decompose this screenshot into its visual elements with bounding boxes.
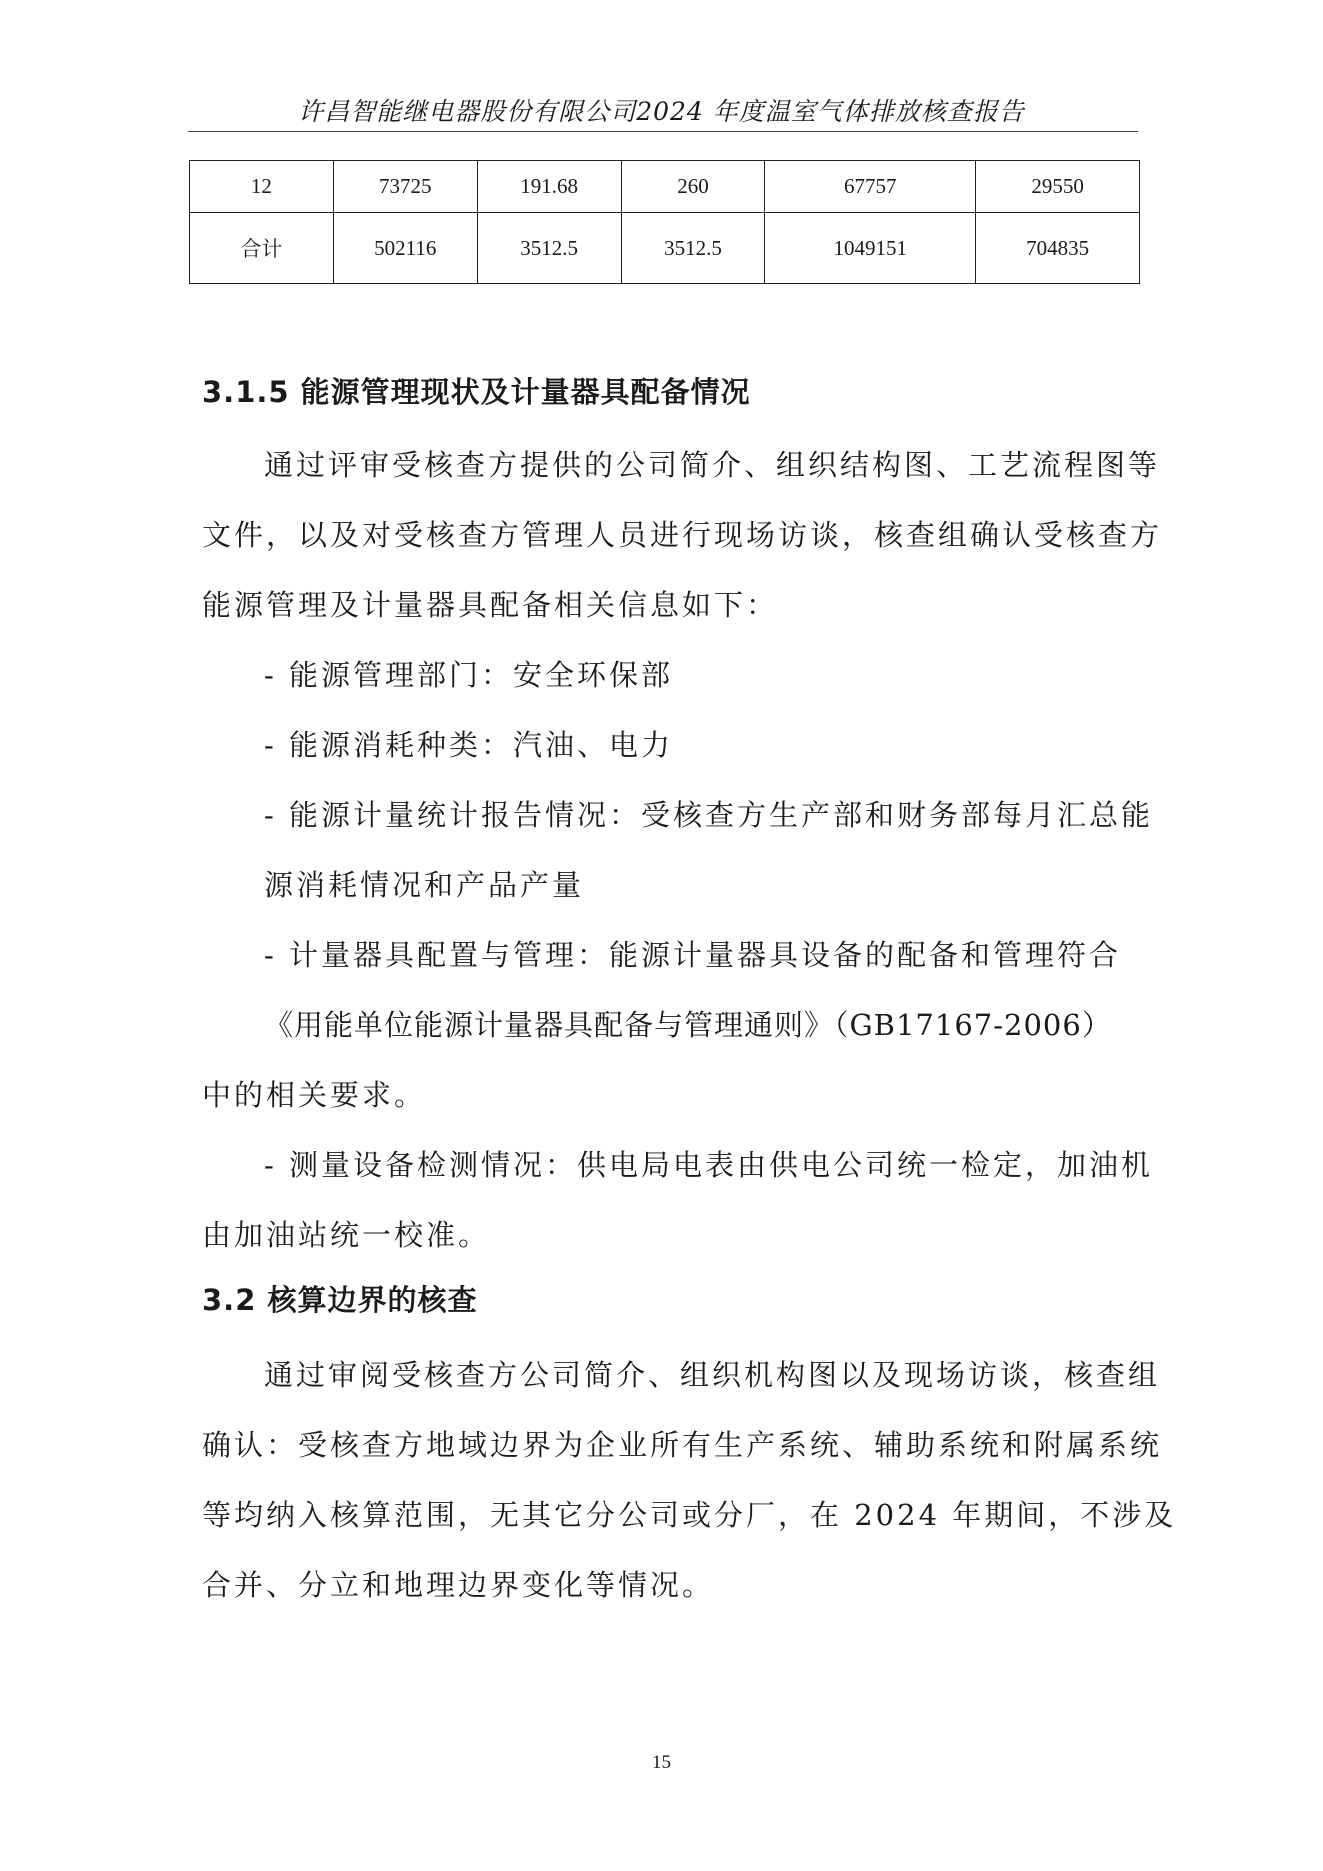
table-cell: 29550 (976, 161, 1140, 213)
list-item: - 能源计量统计报告情况：受核查方生产部和财务部每月汇总能 (264, 798, 1154, 832)
table-cell: 1049151 (765, 213, 976, 284)
list-item-continuation: 《用能单位能源计量器具配备与管理通则》（GB17167-2006） (264, 1008, 1112, 1042)
list-item-continuation: 中的相关要求。 (202, 1078, 427, 1112)
report-header: 许昌智能继电器股份有限公司2024 年度温室气体排放核查报告 (298, 97, 1025, 126)
section-heading-3-2: 3.2 核算边界的核查 (202, 1283, 478, 1317)
list-item-continuation: 源消耗情况和产品产量 (264, 868, 585, 902)
table-cell: 12 (190, 161, 334, 213)
table-cell: 合计 (190, 213, 334, 284)
list-item: - 能源消耗种类：汽油、电力 (264, 728, 674, 762)
paragraph-line: 确认：受核查方地域边界为企业所有生产系统、辅助系统和附属系统 (202, 1428, 1163, 1462)
table-cell: 67757 (765, 161, 976, 213)
section-heading-3-1-5: 3.1.5 能源管理现状及计量器具配备情况 (202, 375, 751, 409)
paragraph-line: 通过评审受核查方提供的公司简介、组织结构图、工艺流程图等 (264, 448, 1161, 482)
list-item: - 测量设备检测情况：供电局电表由供电公司统一检定，加油机 (264, 1148, 1154, 1182)
paragraph-line: 文件，以及对受核查方管理人员进行现场访谈，核查组确认受核查方 (202, 518, 1163, 552)
list-item-continuation: 由加油站统一校准。 (202, 1218, 491, 1252)
list-item: - 计量器具配置与管理：能源计量器具设备的配备和管理符合 (264, 938, 1122, 972)
table-cell: 3512.5 (621, 213, 765, 284)
table-cell: 502116 (333, 213, 477, 284)
header-divider (188, 131, 1138, 132)
paragraph-line: 能源管理及计量器具配备相关信息如下： (202, 588, 779, 622)
table-cell: 73725 (333, 161, 477, 213)
table-cell: 704835 (976, 213, 1140, 284)
table-cell: 260 (621, 161, 765, 213)
paragraph-line: 通过审阅受核查方公司简介、组织机构图以及现场访谈，核查组 (264, 1358, 1161, 1392)
table-row (190, 161, 1140, 213)
paragraph-line: 合并、分立和地理边界变化等情况。 (202, 1568, 715, 1602)
data-table (189, 160, 1140, 284)
table-cell: 3512.5 (477, 213, 621, 284)
table-cell: 191.68 (477, 161, 621, 213)
paragraph-line: 等均纳入核算范围，无其它分公司或分厂，在 2024 年期间，不涉及 (202, 1498, 1177, 1532)
list-item: - 能源管理部门：安全环保部 (264, 658, 674, 692)
table-total-row (190, 213, 1140, 284)
page-number: 15 (652, 1752, 671, 1773)
